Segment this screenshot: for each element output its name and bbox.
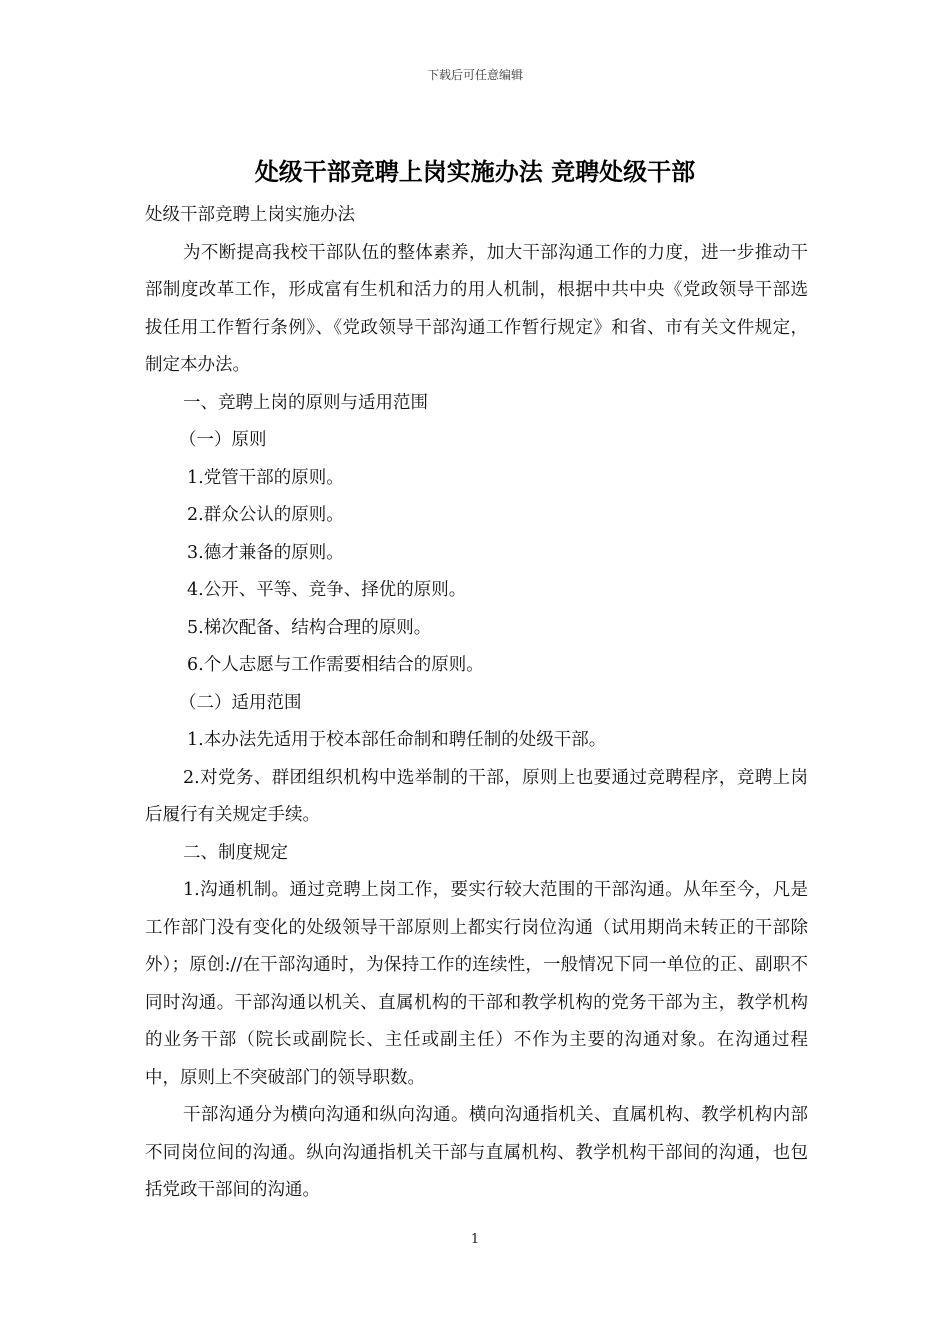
- rule-paragraph: 1.沟通机制。通过竞聘上岗工作，要实行较大范围的干部沟通。从年至今，凡是工作部门没有变化的处级领导干部原则上都实行岗位沟通（试用期尚未转正的干部除外）；原创://在干部沟通时，为保持工作的连续性，一般情况下同一单位的正、副职不同时沟通。干部沟通以机关、直属机构的干部和教学机构的党务干部为主，教学机构的业务干部（院长或副院长、主任或副主任）不作为主要的沟通对象。在沟通过程中，原则上不突破部门的领导职数。: [145, 880, 808, 1088]
- section-heading-2: 二、制度规定: [183, 842, 288, 863]
- principle-item: 5.梯次配备、结构合理的原则。: [187, 617, 432, 638]
- document-title: 处级干部竞聘上岗实施办法 竞聘处级干部: [254, 157, 696, 186]
- page-number: 1: [470, 1232, 480, 1247]
- scope-item: 2.对党务、群团组织机构中选举制的干部，原则上也要通过竞聘程序，竞聘上岗后履行有关规定手续。: [145, 767, 808, 825]
- header-note: 下载后可任意编辑: [426, 68, 523, 82]
- principle-item: 6.个人志愿与工作需要相结合的原则。: [187, 655, 484, 675]
- subtitle: 处级干部竞聘上岗实施办法: [145, 205, 355, 225]
- scope-item: 1.本办法先适用于校本部任命制和聘任制的处级干部。: [187, 730, 607, 750]
- principle-item: 1.党管干部的原则。: [187, 467, 344, 488]
- rule-paragraph: 干部沟通分为横向沟通和纵向沟通。横向沟通指机关、直属机构、教学机构内部不同岗位间的沟通。纵向沟通指机关干部与直属机构、教学机构干部间的沟通，也包括党政干部间的沟通。: [145, 1105, 808, 1200]
- principle-item: 4.公开、平等、竞争、择优的原则。: [187, 580, 467, 600]
- principle-item: 2.群众公认的原则。: [187, 505, 344, 525]
- document-body: [145, 197, 808, 1210]
- principle-item: 3.德才兼备的原则。: [187, 542, 344, 563]
- subsection-heading-scope: （二）适用范围: [179, 692, 302, 713]
- subsection-heading-principles: （一）原则: [179, 430, 267, 450]
- section-heading-1: 一、竞聘上岗的原则与适用范围: [183, 392, 428, 413]
- intro-paragraph: 为不断提高我校干部队伍的整体素养，加大干部沟通工作的力度，进一步推动干部制度改革工作，形成富有生机和活力的用人机制，根据中共中央《党政领导干部选拔任用工作暂行条例》、《党政领导干部沟通工作暂行规定》和省、市有关文件规定，制定本办法。: [145, 242, 808, 375]
